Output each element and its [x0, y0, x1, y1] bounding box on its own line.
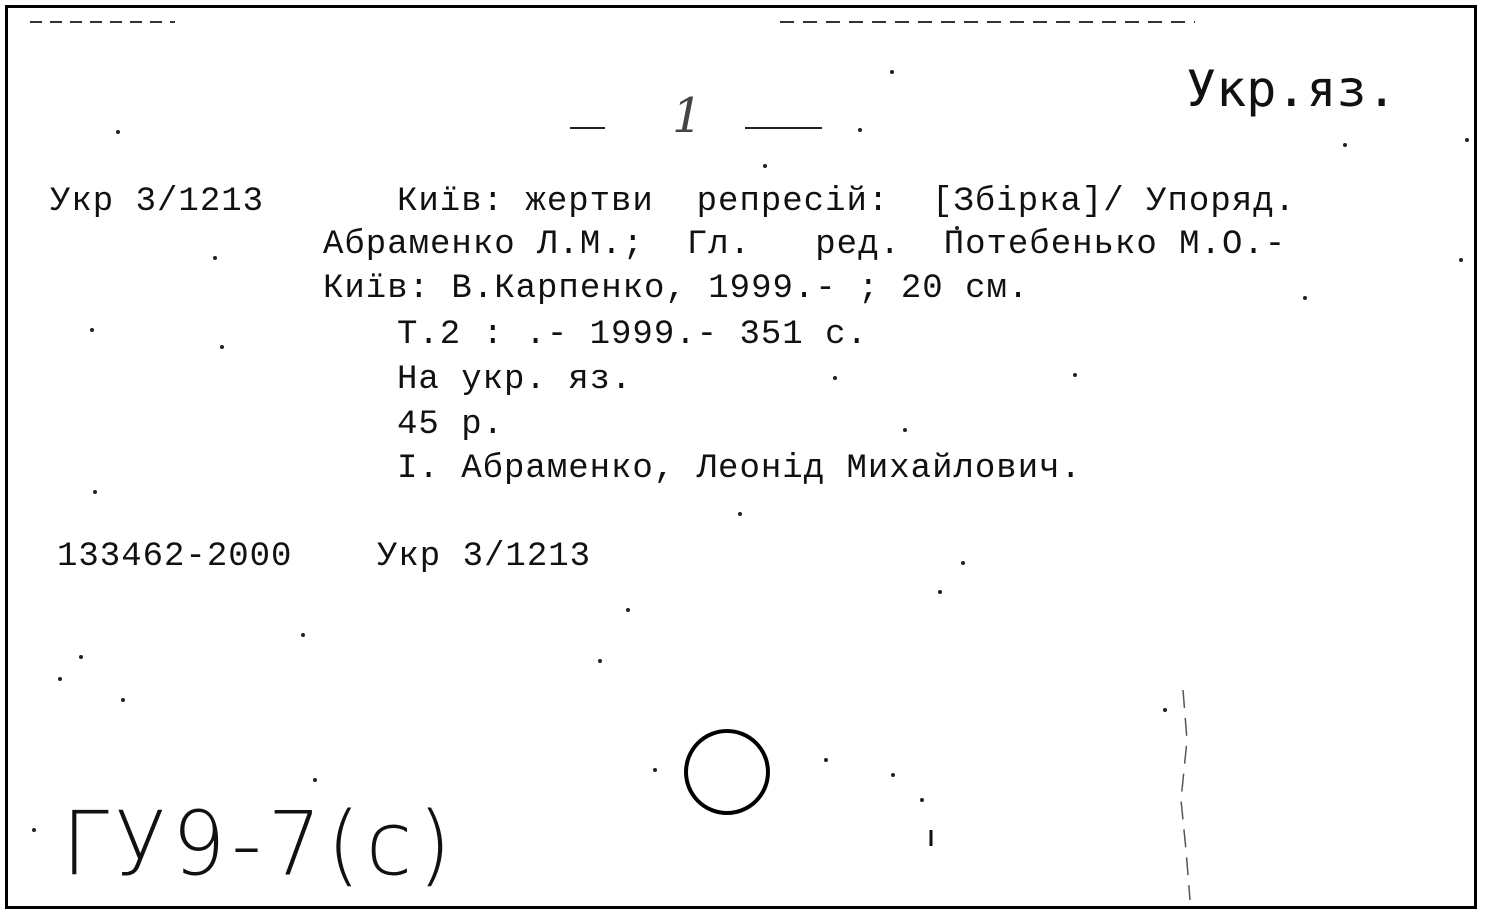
card-number-mark: 1: [672, 88, 703, 144]
entry-line-2: Абраменко Л.М.; Гл. ред. Потебенько М.О.-: [323, 226, 1287, 264]
subject-label: Укр.яз.: [1186, 60, 1397, 118]
volume-line-1: Т.2 : .- 1999.- 351 с.: [397, 316, 868, 354]
entry-line-1: Київ: жертви репресій: [Збірка]/ Упоряд.: [397, 183, 1296, 221]
handwritten-code: ГУ9-7(с): [62, 792, 457, 896]
accession-call-number: Укр 3/1213: [377, 538, 592, 576]
fold-line: [1181, 690, 1190, 900]
accession-number: 133462-2000: [57, 538, 293, 576]
volume-line-3: 45 р.: [397, 406, 505, 444]
entry-line-3: Київ: В.Карпенко, 1999.- ; 20 см.: [323, 270, 1030, 308]
call-number: Укр 3/1213: [50, 183, 265, 221]
punch-hole-circle: [686, 731, 768, 813]
volume-line-2: На укр. яз.: [397, 361, 633, 399]
volume-line-4: I. Абраменко, Леонід Михайлович.: [397, 450, 1082, 488]
